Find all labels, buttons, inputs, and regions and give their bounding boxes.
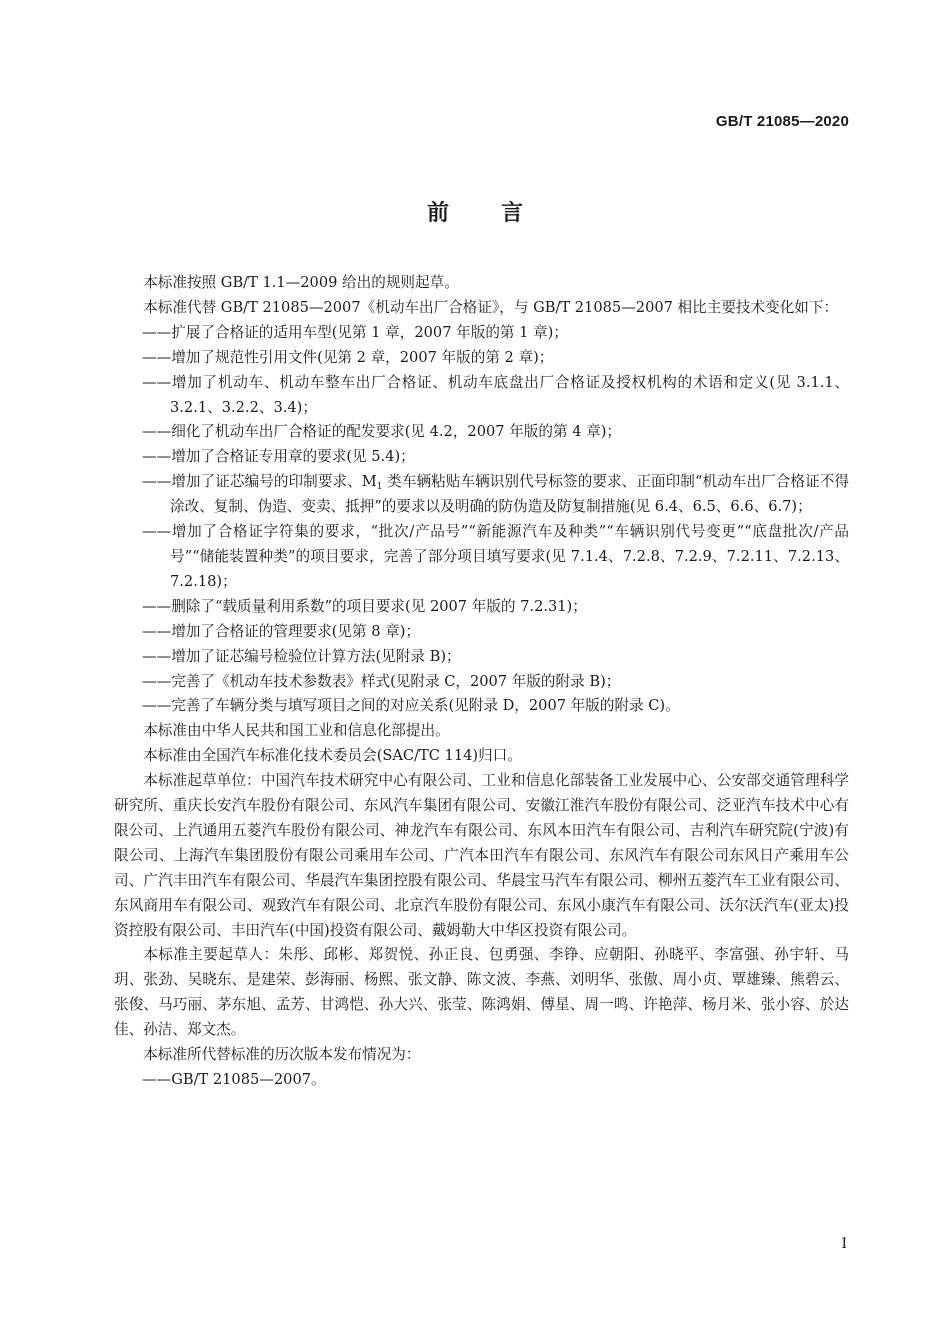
foreword-body bbox=[114, 271, 849, 1093]
change-item: ——细化了机动车出厂合格证的配发要求(见 4.2，2007 年版的第 4 章)； bbox=[142, 423, 622, 441]
paragraph-drafting-rule: 本标准按照 GB/T 1.1—2009 给出的规则起草。 bbox=[143, 274, 459, 291]
paragraph-history: 本标准所代替标准的历次版本发布情况为： bbox=[143, 1046, 421, 1064]
change-item-text: 类车辆粘贴车辆识别代号标签的要求、正面印制“机动车出厂合格证不得涂改、复制、伪造、变卖、抵押”的要求以及明确的防伪造及防复制措施(见 6.4、6.5、6.6、6.7)； bbox=[170, 473, 849, 516]
change-item: ——完善了《机动车技术参数表》样式(见附录 C，2007 年版的附录 B)； bbox=[142, 672, 621, 690]
change-item: ——增加了合格证字符集的要求，“批次/产品号”“新能源汽车及种类”“车辆识别代号变更”“底盘批次/产品号”“储能装置种类”的项目要求，完善了部分项目填写要求(见 7.1.4、7.2.8、7.2.9、7.2.11、7.2.13、7.2.18)； bbox=[142, 523, 849, 590]
history-item: ——GB/T 21085—2007。 bbox=[142, 1071, 326, 1088]
paragraph-drafters: 本标准主要起草人：朱彤、邱彬、郑贺悦、孙正良、包勇强、李铮、应朝阳、孙晓平、李富强、孙宇轩、马玥、张劲、吴晓东、是建荣、彭海丽、杨熙、张文静、陈文波、李燕、刘明华、张傲、周小贞、覃雄臻、熊碧云、张俊、马巧丽、茅东旭、孟芳、甘鸿恺、孙大兴、张莹、陈鸿娟、傅星、周一鸣、许艳萍、杨月米、张小容、於达佳、孙洁、郑文杰。 bbox=[114, 946, 849, 1039]
page-title bbox=[0, 196, 950, 227]
paragraph-drafting-units: 本标准起草单位：中国汽车技术研究中心有限公司、工业和信息化部装备工业发展中心、公安部交通管理科学研究所、重庆长安汽车股份有限公司、东风汽车集团有限公司、安徽江淮汽车股份有限公司、泛亚汽车技术中心有限公司、上汽通用五菱汽车股份有限公司、神龙汽车有限公司、东风本田汽车有限公司、吉利汽车研究院(宁波)有限公司、上海汽车集团股份有限公司乘用车公司、广汽本田汽车有限公司、东风汽车有限公司东风日产乘用车公司、广汽丰田汽车有限公司、华晨汽车集团控股有限公司、华晨宝马汽车有限公司、柳州五菱汽车工业有限公司、东风商用车有限公司、观致汽车有限公司、北京汽车股份有限公司、东风小康汽车有限公司、沃尔沃汽车(亚太)投资控股有限公司、丰田汽车(中国)投资有限公司、戴姆勒大中华区投资有限公司。 bbox=[114, 772, 849, 939]
change-item: ——完善了车辆分类与填写项目之间的对应关系(见附录 D，2007 年版的附录 C)。 bbox=[142, 697, 680, 715]
paragraph-replacement: 本标准代替 GB/T 21085—2007《机动车出厂合格证》，与 GB/T 21085—2007 相比主要技术变化如下： bbox=[143, 298, 839, 316]
page-number: I bbox=[841, 1236, 847, 1252]
change-item: ——删除了“载质量利用系数”的项目要求(见 2007 年版的 7.2.31)； bbox=[142, 597, 587, 615]
change-item: ——增加了合格证的管理要求(见第 8 章)； bbox=[142, 622, 421, 640]
standard-number: GB/T 21085—2020 bbox=[715, 113, 849, 130]
subscript: 1 bbox=[376, 482, 383, 493]
change-item: ——增加了合格证专用章的要求(见 5.4)； bbox=[142, 448, 415, 466]
change-item: ——扩展了合格证的适用车型(见第 1 章，2007 年版的第 1 章)； bbox=[142, 323, 568, 341]
change-item: ——增加了机动车、机动车整车出厂合格证、机动车底盘出厂合格证及授权机构的术语和定义(见 3.1.1、3.2.1、3.2.2、3.4)； bbox=[142, 373, 849, 416]
title-char-2: 言 bbox=[501, 201, 524, 226]
paragraph-managed-by: 本标准由全国汽车标准化技术委员会(SAC/TC 114)归口。 bbox=[143, 747, 522, 765]
title-char-1: 前 bbox=[426, 201, 449, 226]
change-item bbox=[114, 470, 849, 520]
paragraph-proposed-by: 本标准由中华人民共和国工业和信息化部提出。 bbox=[143, 722, 450, 740]
change-item: ——增加了规范性引用文件(见第 2 章，2007 年版的第 2 章)； bbox=[142, 348, 554, 366]
change-item: ——增加了证芯编号检验位计算方法(见附录 B)； bbox=[142, 647, 461, 665]
change-item-text: ——增加了证芯编号的印制要求、M bbox=[142, 473, 377, 491]
